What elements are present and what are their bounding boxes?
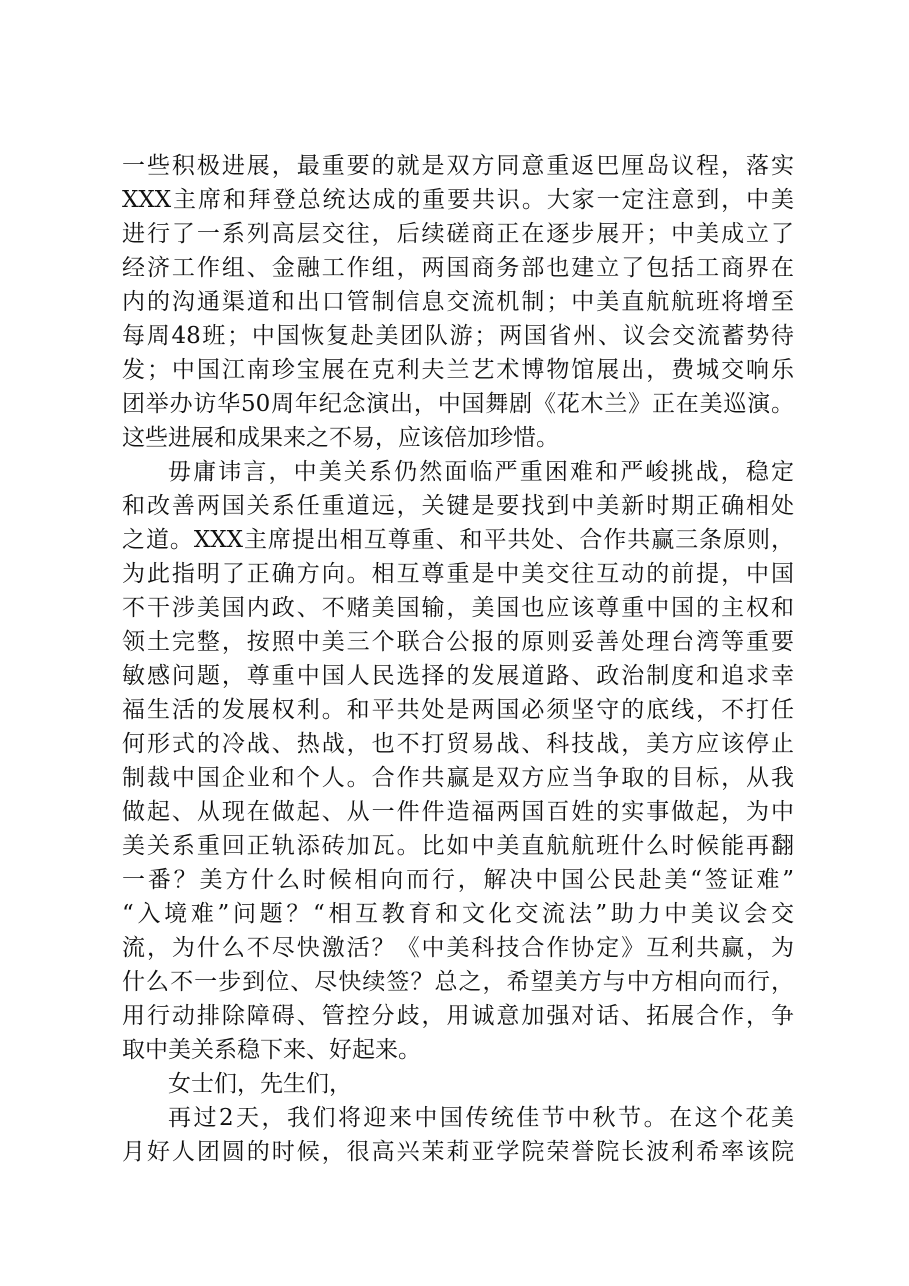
text-line: 进行了一系列高层交往，后续磋商正在逐步展开；中美成立了 — [122, 221, 794, 247]
text-line: 制裁中国企业和个人。合作共赢是双方应当争取的目标，从我 — [122, 765, 794, 791]
text-line: 和改善两国关系任重道远，关键是要找到中美新时期正确相处 — [122, 493, 794, 519]
text-line: 经济工作组、金融工作组，两国商务部也建立了包括工商界在 — [122, 255, 794, 281]
text-line: 不干涉美国内政、不赌美国输，美国也应该尊重中国的主权和 — [122, 595, 794, 621]
text-line: 什么不一步到位、尽快续签？总之，希望美方与中方相向而行， — [122, 969, 794, 995]
text-line: 敏感问题，尊重中国人民选择的发展道路、政治制度和追求幸 — [122, 663, 794, 689]
text-line: 为此指明了正确方向。相互尊重是中美交往互动的前提，中国 — [122, 561, 794, 587]
text-line: 取中美关系稳下来、好起来。 — [122, 1037, 421, 1063]
text-line: 一番？美方什么时候相向而行，解决中国公民赴美“签证难” — [122, 867, 794, 893]
text-line: 福生活的发展权利。和平共处是两国必须坚守的底线，不打任 — [122, 697, 794, 723]
text-line: 再过2天，我们将迎来中国传统佳节中秋节。在这个花美 — [168, 1105, 794, 1131]
text-line: 发；中国江南珍宝展在克利夫兰艺术博物馆展出，费城交响乐 — [122, 357, 794, 383]
text-line: 月好人团圆的时候，很高兴茉莉亚学院荣誉院长波利希率该院 — [122, 1139, 794, 1165]
text-line: 之道。XXX主席提出相互尊重、和平共处、合作共赢三条原则， — [122, 527, 794, 553]
text-line: 毋庸讳言，中美关系仍然面临严重困难和严峻挑战，稳定 — [168, 459, 794, 485]
text-line: 团举办访华50周年纪念演出，中国舞剧《花木兰》正在美巡演。 — [122, 391, 794, 417]
text-line: 每周48班；中国恢复赴美团队游；两国省州、议会交流蓄势待 — [122, 323, 794, 349]
text-line: “入境难”问题？“相互教育和文化交流法”助力中美议会交 — [122, 901, 794, 927]
text-line: 美关系重回正轨添砖加瓦。比如中美直航航班什么时候能再翻 — [122, 833, 794, 859]
text-line: 这些进展和成果来之不易，应该倍加珍惜。 — [122, 425, 559, 451]
text-line: 一些积极进展，最重要的就是双方同意重返巴厘岛议程，落实 — [122, 153, 794, 179]
text-line: 流，为什么不尽快激活？《中美科技合作协定》互利共赢，为 — [122, 935, 794, 961]
text-line: 用行动排除障碍、管控分歧，用诚意加强对话、拓展合作，争 — [122, 1003, 794, 1029]
text-line: 何形式的冷战、热战，也不打贸易战、科技战，美方应该停止 — [122, 731, 794, 757]
text-line: 内的沟通渠道和出口管制信息交流机制；中美直航航班将增至 — [122, 289, 794, 315]
text-line: 女士们，先生们， — [168, 1071, 352, 1097]
text-line: 做起、从现在做起、从一件件造福两国百姓的实事做起，为中 — [122, 799, 794, 825]
text-line: 领土完整，按照中美三个联合公报的原则妥善处理台湾等重要 — [122, 629, 794, 655]
text-line: XXX主席和拜登总统达成的重要共识。大家一定注意到，中美 — [122, 187, 794, 213]
